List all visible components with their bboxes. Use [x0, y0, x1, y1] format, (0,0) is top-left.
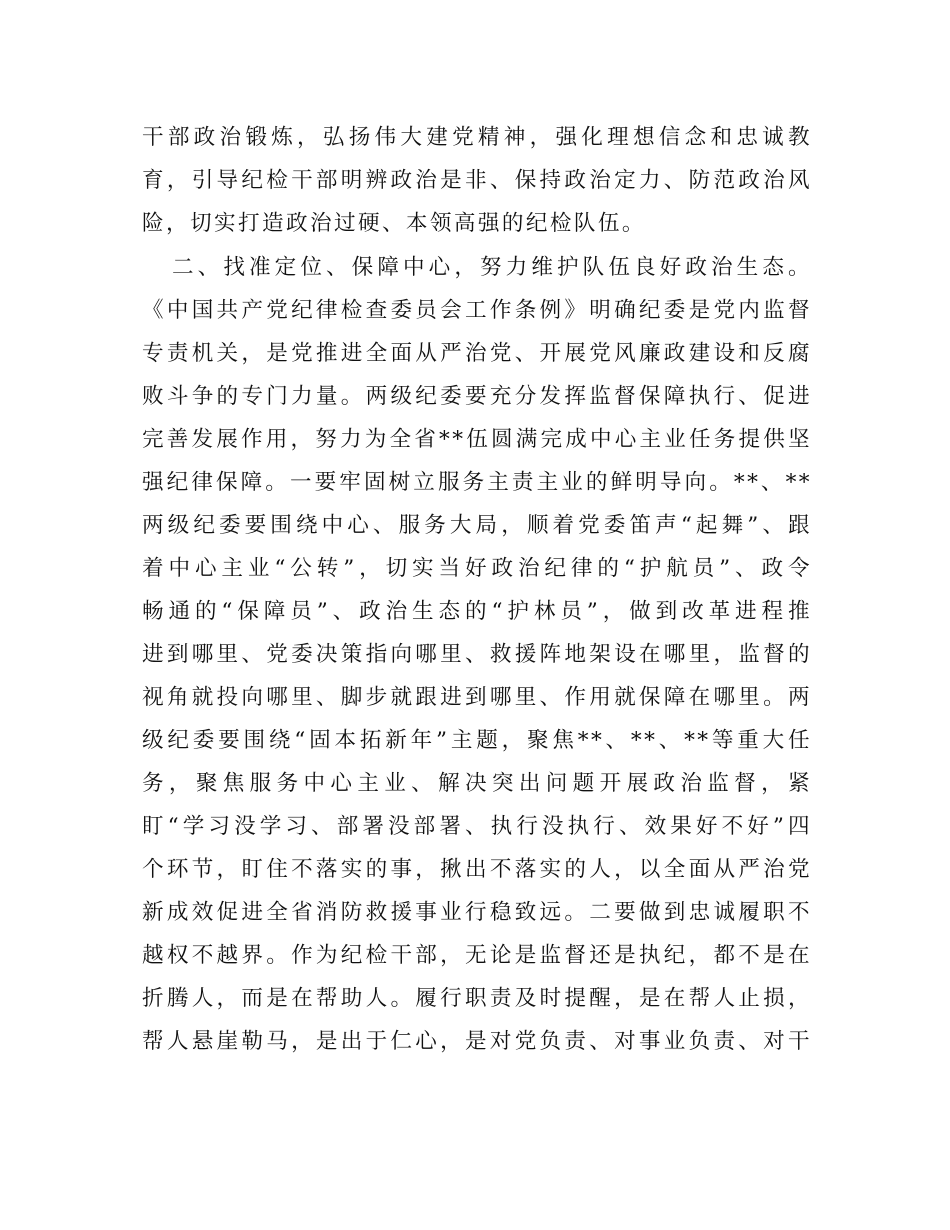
text-line: 专责机关，是党推进全面从严治党、开展党风廉政建设和反腐 [142, 341, 812, 366]
text-line: 畅通的“保障员”、政治生态的“护林员”，做到改革进程推 [142, 599, 812, 624]
text-line: 务，聚焦服务中心主业、解决突出问题开展政治监督，紧 [142, 771, 812, 796]
text-line: 强纪律保障。一要牢固树立服务主责主业的鲜明导向。**、** [142, 470, 812, 495]
text-line: 险，切实打造政治过硬、本领高强的纪检队伍。 [142, 211, 646, 236]
text-line: 越权不越界。作为纪检干部，无论是监督还是执纪，都不是在 [142, 943, 812, 968]
text-line: 育，引导纪检干部明辨政治是非、保持政治定力、防范政治风 [142, 168, 812, 193]
text-line: 两级纪委要围绕中心、服务大局，顺着党委笛声“起舞”、跟 [142, 513, 812, 538]
text-line: 新成效促进全省消防救援事业行稳致远。二要做到忠诚履职不 [142, 900, 812, 925]
text-line: 盯“学习没学习、部署没部署、执行没执行、效果好不好”四 [142, 814, 812, 839]
text-line: 完善发展作用，努力为全省**伍圆满完成中心主业任务提供坚 [142, 427, 812, 452]
text-line: 着中心主业“公转”，切实当好政治纪律的“护航员”、政令 [142, 556, 812, 581]
text-line: 败斗争的专门力量。两级纪委要充分发挥监督保障执行、促进 [142, 384, 812, 409]
text-line: 《中国共产党纪律检查委员会工作条例》明确纪委是党内监督 [142, 298, 812, 323]
text-line: 折腾人，而是在帮助人。履行职责及时提醒，是在帮人止损， [142, 986, 812, 1011]
text-line: 视角就投向哪里、脚步就跟进到哪里、作用就保障在哪里。两 [142, 685, 812, 710]
text-line: 干部政治锻炼，弘扬伟大建党精神，强化理想信念和忠诚教 [142, 125, 812, 150]
text-line: 帮人悬崖勒马，是出于仁心，是对党负责、对事业负责、对干 [142, 1029, 812, 1054]
text-line: 级纪委要围绕“固本拓新年”主题，聚焦**、**、**等重大任 [142, 728, 812, 753]
text-line: 进到哪里、党委决策指向哪里、救援阵地架设在哪里，监督的 [142, 642, 812, 667]
text-line: 个环节，盯住不落实的事，揪出不落实的人，以全面从严治党 [142, 857, 812, 882]
section-heading-line: 二、找准定位、保障中心，努力维护队伍良好政治生态。 [172, 255, 812, 280]
